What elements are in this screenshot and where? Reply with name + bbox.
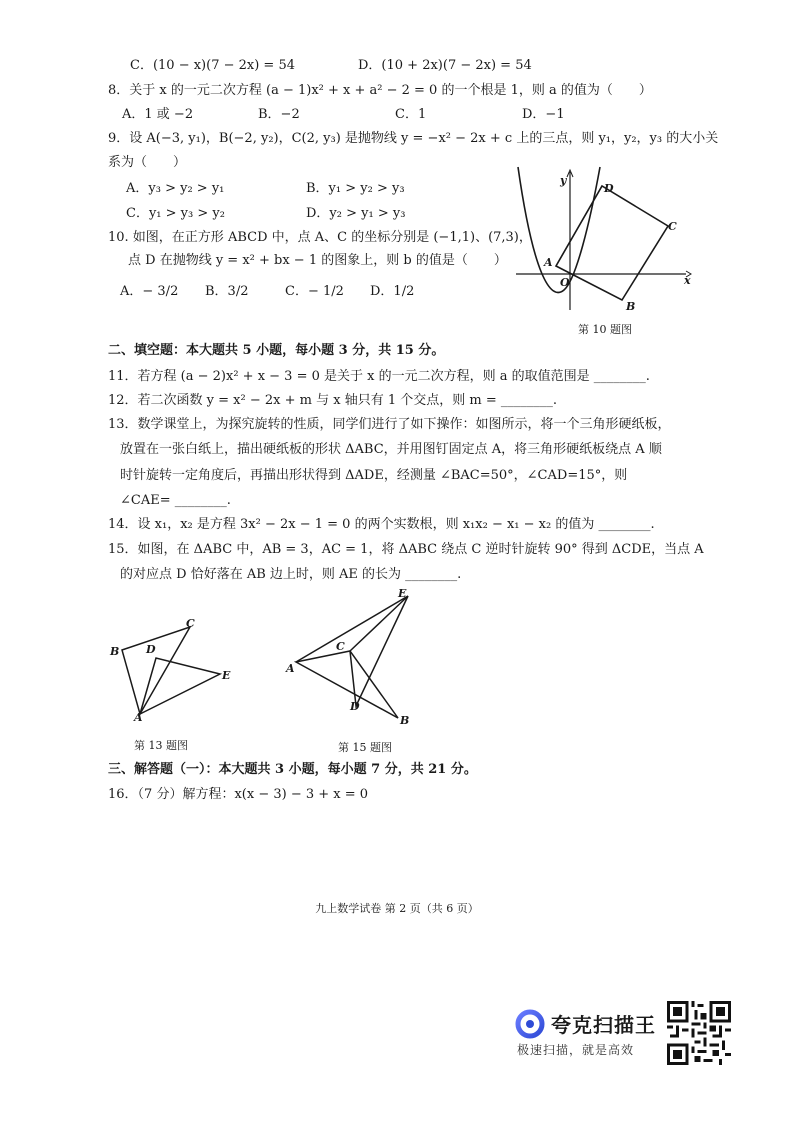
q13-line4: ∠CAE= ________. [120, 493, 231, 508]
q16: 16．（7 分）解方程：x(x − 3) − 3 + x = 0 [108, 787, 369, 802]
triangle-ade [140, 658, 220, 714]
q9-stem: 9．设 A(−3, y₁)，B(−2, y₂)，C(2, y₃) 是抛物线 y = −x² − 2x + c 上的三点，则 y₁，y₂，y₃ 的大小关 [108, 131, 719, 146]
q13-line1: 13．数学课堂上，为探究旋转的性质，同学们进行了如下操作：如图所示，将一个三角形硬纸板， [108, 417, 671, 432]
triangle-abc [296, 651, 398, 718]
caption-fig13: 第 13 题图 [134, 739, 188, 752]
q7-option-d: D．(10 + 2x)(7 − 2x) = 54 [358, 58, 532, 73]
q13-line2: 放置在一张白纸上，描出硬纸板的形状 ΔABC，并用图钉固定点 A，将三角形硬纸板绕点 A 顺 [120, 442, 662, 457]
q15-line1: 15．如图，在 ΔABC 中，AB = 3，AC = 1，将 ΔABC 绕点 C 逆时针旋转 90° 得到 ΔCDE，当点 A [108, 542, 704, 557]
q12: 12．若二次函数 y = x² − 2x + m 与 x 轴只有 1 个交点，则 m = ________. [108, 393, 557, 408]
scanner-logo-icon [515, 1009, 545, 1039]
q8-option-d: D．−1 [522, 107, 565, 122]
q10-option-a: A．− 3/2 [120, 284, 179, 299]
label-b: B [400, 714, 410, 727]
label-b: B [626, 300, 636, 312]
label-a: A [134, 711, 143, 724]
label-x: x [684, 274, 691, 287]
q10-option-c: C．− 1/2 [285, 284, 344, 299]
q8-option-a: A．1 或 −2 [122, 107, 194, 122]
qr-code-icon [667, 1001, 731, 1065]
label-d: D [604, 182, 614, 195]
label-d: D [350, 700, 360, 713]
label-a: A [286, 662, 295, 675]
q15-line2: 的对应点 D 恰好落在 AB 边上时，则 AE 的长为 ________. [120, 567, 462, 582]
scanner-watermark [515, 1003, 665, 1065]
page-footer: 九上数学试卷 第 2 页（共 6 页） [315, 902, 479, 915]
section-3-heading: 三、解答题（一）：本大题共 3 小题，每小题 7 分，共 21 分。 [108, 762, 477, 777]
q9-stem-cont: 系为（ ） [108, 155, 187, 170]
label-y: y [560, 174, 567, 187]
figure-10 [508, 162, 698, 312]
figure-15 [280, 584, 430, 730]
q11: 11．若方程 (a − 2)x² + x − 3 = 0 是关于 x 的一元二次方程，则 a 的取值范围是 ________. [108, 369, 650, 384]
square-abcd [556, 186, 668, 300]
label-c: C [186, 617, 195, 630]
q7-option-c: C．(10 − x)(7 − 2x) = 54 [130, 58, 295, 73]
q9-option-a: A．y₃ > y₂ > y₁ [126, 181, 225, 196]
q10-option-b: B．3/2 [205, 284, 249, 299]
q10-option-d: D．1/2 [370, 284, 415, 299]
q13-line3: 时针旋转一定角度后，再描出形状得到 ΔADE，经测量 ∠BAC=50°，∠CAD=15°，则 [120, 468, 628, 483]
triangle-abc [122, 627, 190, 714]
scanner-brand-name: 夸克扫描王 [551, 1013, 656, 1037]
section-2-heading: 二、填空题：本大题共 5 小题，每小题 3 分，共 15 分。 [108, 343, 445, 358]
q8-option-c: C．1 [395, 107, 427, 122]
label-e: E [222, 669, 231, 682]
label-e: E [398, 587, 407, 600]
caption-fig15: 第 15 题图 [338, 741, 392, 754]
segment-ae [296, 596, 408, 662]
q10-stem-cont: 点 D 在抛物线 y = x² + bx − 1 的图象上，则 b 的值是（ ） [128, 253, 507, 268]
caption-fig10: 第 10 题图 [578, 323, 632, 336]
scanner-slogan: 极速扫描，就是高效 [517, 1043, 635, 1057]
q8-stem: 8．关于 x 的一元二次方程 (a − 1)x² + x + a² − 2 = 0 的一个根是 1，则 a 的值为（ ） [108, 83, 652, 98]
label-c: C [336, 640, 345, 653]
label-c: C [668, 220, 677, 233]
label-a: A [544, 256, 553, 269]
q9-option-c: C．y₁ > y₃ > y₂ [126, 206, 225, 221]
figure-13 [104, 615, 244, 725]
q9-option-d: D．y₂ > y₁ > y₃ [306, 206, 406, 221]
q9-option-b: B．y₁ > y₂ > y₃ [306, 181, 405, 196]
label-b: B [110, 645, 120, 658]
label-d: D [146, 643, 156, 656]
q10-stem: 10. 如图，在正方形 ABCD 中，点 A、C 的坐标分别是 (−1,1)、(7,3)， [108, 230, 532, 245]
q8-option-b: B．−2 [258, 107, 300, 122]
q14: 14．设 x₁，x₂ 是方程 3x² − 2x − 1 = 0 的两个实数根，则 x₁x₂ − x₁ − x₂ 的值为 ________. [108, 517, 655, 532]
label-o: O [560, 276, 570, 289]
